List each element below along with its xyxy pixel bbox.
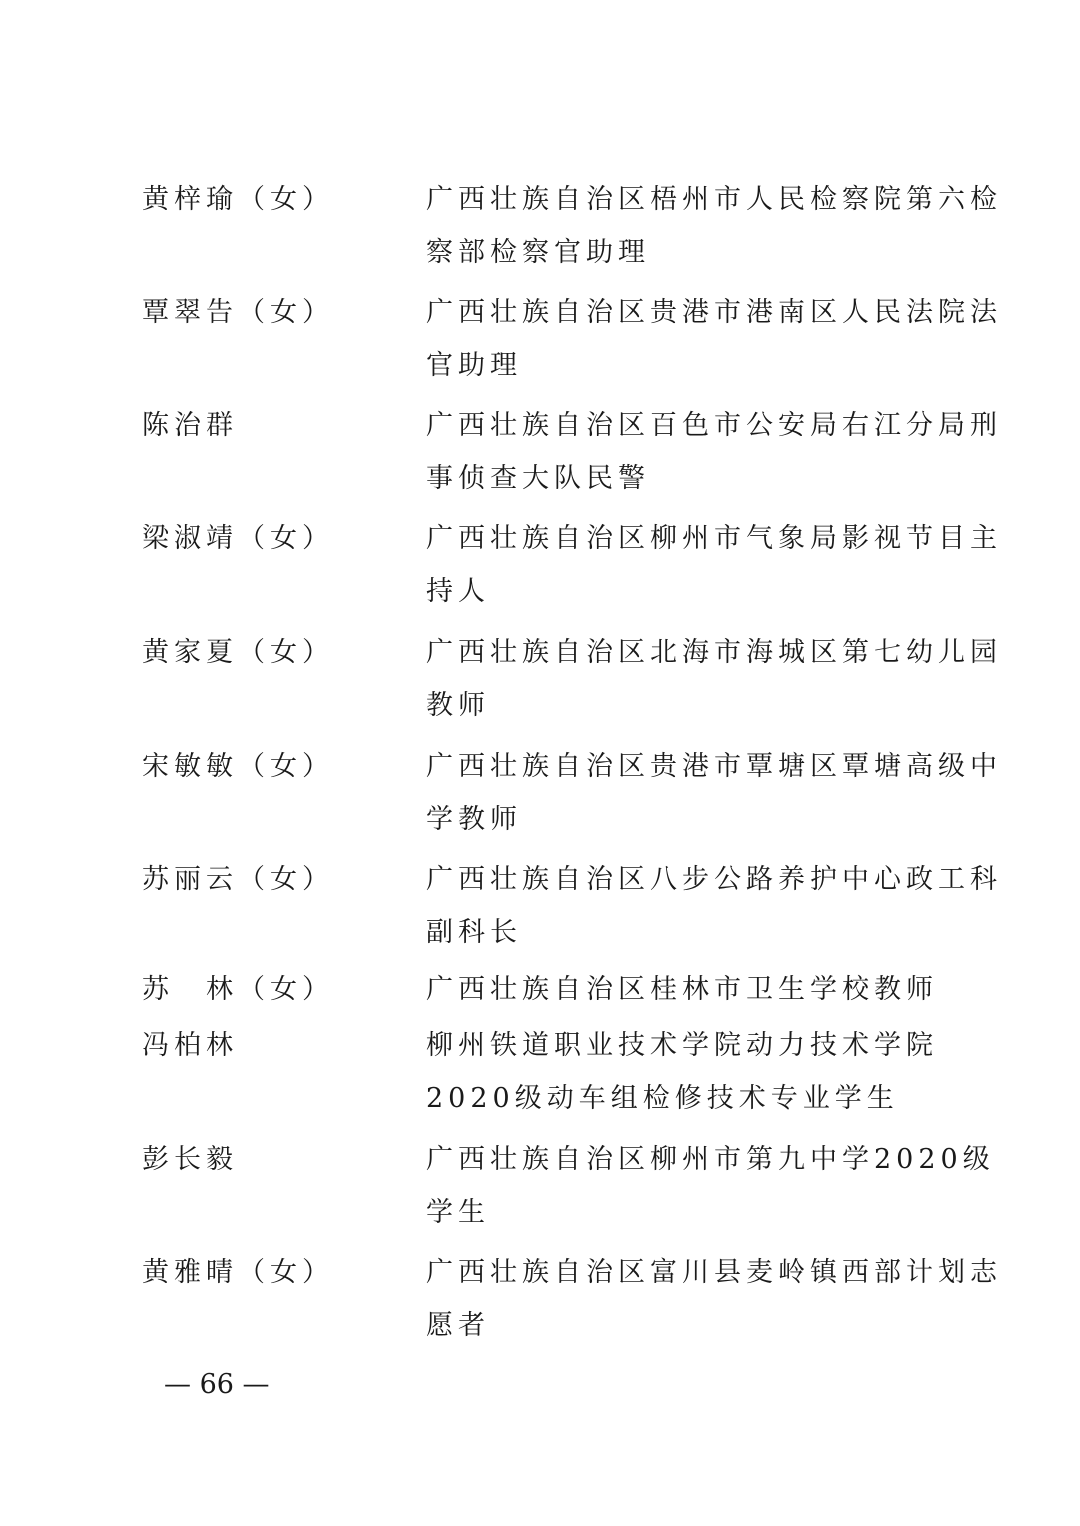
person-name: 梁淑靖（女） <box>142 523 334 554</box>
person-name: 苏 林（女） <box>142 974 334 1005</box>
organization-line: 学教师 <box>426 804 522 835</box>
organization-title <box>426 184 1002 268</box>
organization-line: 2020级动车组检修技术专业学生 <box>426 1083 899 1114</box>
organization-line: 广西壮族自治区柳州市气象局影视节目主 <box>426 523 1002 554</box>
organization-line: 学生 <box>426 1197 490 1228</box>
organization-title <box>426 1257 1002 1341</box>
organization-line: 广西壮族自治区桂林市卫生学校教师 <box>426 974 938 1005</box>
person-name: 覃翠告（女） <box>142 297 334 328</box>
organization-line: 教师 <box>426 690 490 721</box>
person-name: 黄雅晴（女） <box>142 1257 334 1288</box>
organization-line: 广西壮族自治区梧州市人民检察院第六检 <box>426 184 1002 215</box>
page-number: — 66 — <box>164 1369 270 1400</box>
person-name: 陈治群 <box>142 410 238 441</box>
organization-line: 柳州铁道职业技术学院动力技术学院 <box>426 1030 938 1061</box>
organization-title <box>426 297 1002 381</box>
organization-line: 广西壮族自治区柳州市第九中学2020级 <box>426 1144 995 1175</box>
organization-line: 察部检察官助理 <box>426 237 650 268</box>
person-name: 黄家夏（女） <box>142 637 334 668</box>
person-name: 黄梓瑜（女） <box>142 184 334 215</box>
person-name: 苏丽云（女） <box>142 864 334 895</box>
organization-line: 广西壮族自治区贵港市港南区人民法院法 <box>426 297 1002 328</box>
organization-title <box>426 975 946 1005</box>
organization-line: 事侦查大队民警 <box>426 463 650 494</box>
organization-title <box>426 864 1002 948</box>
organization-title <box>426 1144 995 1228</box>
organization-title <box>426 637 1002 721</box>
organization-line: 广西壮族自治区北海市海城区第七幼儿园 <box>426 637 1002 668</box>
organization-title <box>426 1031 946 1114</box>
organization-line: 广西壮族自治区八步公路养护中心政工科 <box>426 864 1002 895</box>
person-name: 冯柏林 <box>142 1030 238 1061</box>
organization-line: 广西壮族自治区贵港市覃塘区覃塘高级中 <box>426 751 1002 782</box>
organization-title <box>426 410 1002 494</box>
organization-line: 广西壮族自治区富川县麦岭镇西部计划志 <box>426 1257 1002 1288</box>
organization-line: 副科长 <box>426 917 522 948</box>
organization-title <box>426 523 1002 607</box>
organization-title <box>426 751 1002 835</box>
organization-line: 愿者 <box>426 1310 490 1341</box>
person-name: 彭长毅 <box>142 1144 238 1175</box>
organization-line: 广西壮族自治区百色市公安局右江分局刑 <box>426 410 1002 441</box>
organization-line: 官助理 <box>426 350 522 381</box>
person-name: 宋敏敏（女） <box>142 751 334 782</box>
organization-line: 持人 <box>426 576 490 607</box>
